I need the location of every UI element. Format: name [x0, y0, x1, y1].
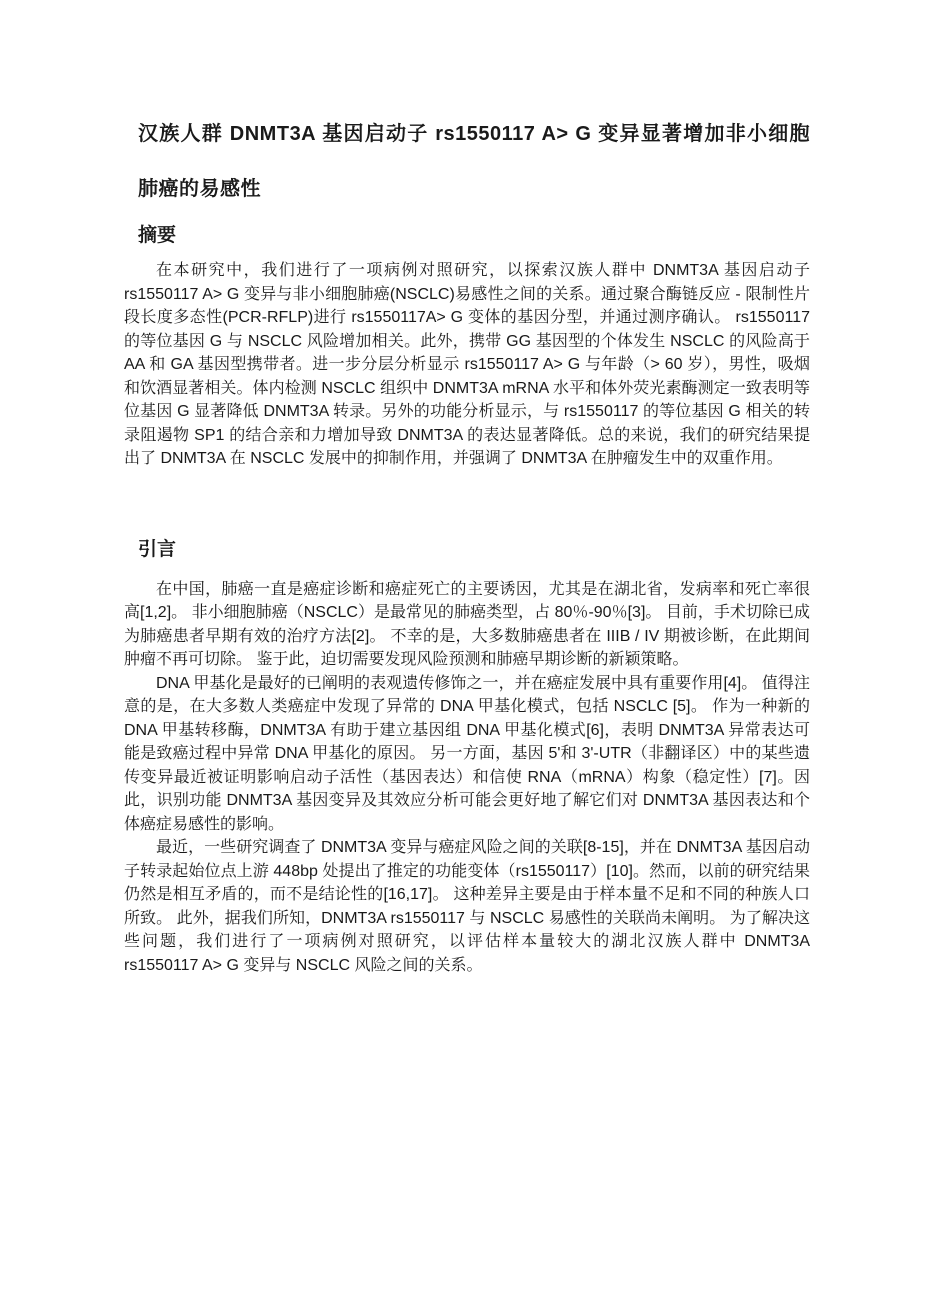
introduction-paragraph-2: DNA 甲基化是最好的已阐明的表观遗传修饰之一，并在癌症发展中具有重要作用[4]。 值得注意的是，在大多数人类癌症中发现了异常的 DNA 甲基化模式，包括 NSCLC [5]。 作为一种新的 DNA 甲基转移酶，DNMT3A 有助于建立基因组 DNA 甲基化模式[6]，表明 DNMT3A 异常表达可能是致癌过程中异常 DNA 甲基化的原因。 另一方面，基因 5'和 3'-UTR（非翻译区）中的某些遗传变异最近被证明影响启动子活性（基因表达）和信使 RNA（mRNA）构象（稳定性）[7]。因此，识别功能 DNMT3A 基因变异及其效应分析可能会更好地了解它们对 DNMT3A 基因表达和个体癌症易感性的影响。	[124, 674, 810, 833]
introduction-paragraph-1: 在中国，肺癌一直是癌症诊断和癌症死亡的主要诱因，尤其是在湖北省，发病率和死亡率很高[1,2]。 非小细胞肺癌（NSCLC）是最常见的肺癌类型，占 80％-90％[3]。 目前，手术切除已成为肺癌患者早期有效的治疗方法[2]。 不幸的是，大多数肺癌患者在 IIIB / IV 期被诊断，在此期间肿瘤不再可切除。 鉴于此，迫切需要发现风险预测和肺癌早期诊断的新颖策略。	[124, 580, 810, 668]
introduction-paragraph-3: 最近，一些研究调查了 DNMT3A 变异与癌症风险之间的关联[8-15]，并在 DNMT3A 基因启动子转录起始位点上游 448bp 处提出了推定的功能变体（rs1550117）[10]。然而，以前的研究结果仍然是相互矛盾的，而不是结论性的[16,17]。 这种差异主要是由于样本量不足和不同的种族人口所致。 此外，据我们所知，DNMT3A rs1550117 与 NSCLC 易感性的关联尚未阐明。 为了解决这些问题，我们进行了一项病例对照研究，以评估样本量较大的湖北汉族人群中 DNMT3A rs1550117 A> G 变异与 NSCLC 风险之间的关系。	[124, 839, 810, 974]
abstract-paragraph: 在本研究中，我们进行了一项病例对照研究，以探索汉族人群中 DNMT3A 基因启动子 rs1550117 A> G 变异与非小细胞肺癌(NSCLC)易感性之间的关系。通过聚合酶链反应 - 限制性片段长度多态性(PCR-RFLP)进行 rs1550117A> G 变体的基因分型，并通过测序确认。 rs1550117 的等位基因 G 与 NSCLC 风险增加相关。此外，携带 GG 基因型的个体发生 NSCLC 的风险高于 AA 和 GA 基因型携带者。进一步分层分析显示 rs1550117 A> G 与年龄（> 60 岁），男性，吸烟和饮酒显著相关。体内检测 NSCLC 组织中 DNMT3A mRNA 水平和体外荧光素酶测定一致表明等位基因 G 显著降低 DNMT3A 转录。另外的功能分析显示，与 rs1550117 的等位基因 G 相关的转录阻遏物 SP1 的结合亲和力增加导致 DNMT3A 的表达显著降低。总的来说，我们的研究结果提出了 DNMT3A 在 NSCLC 发展中的抑制作用，并强调了 DNMT3A 在肿瘤发生中的双重作用。	[124, 262, 810, 467]
document-title: 汉族人群 DNMT3A 基因启动子 rs1550117 A> G 变异显著增加非小细胞肺癌的易感性	[138, 123, 810, 200]
introduction-heading: 引言	[138, 538, 177, 560]
abstract-heading: 摘要	[138, 225, 177, 246]
